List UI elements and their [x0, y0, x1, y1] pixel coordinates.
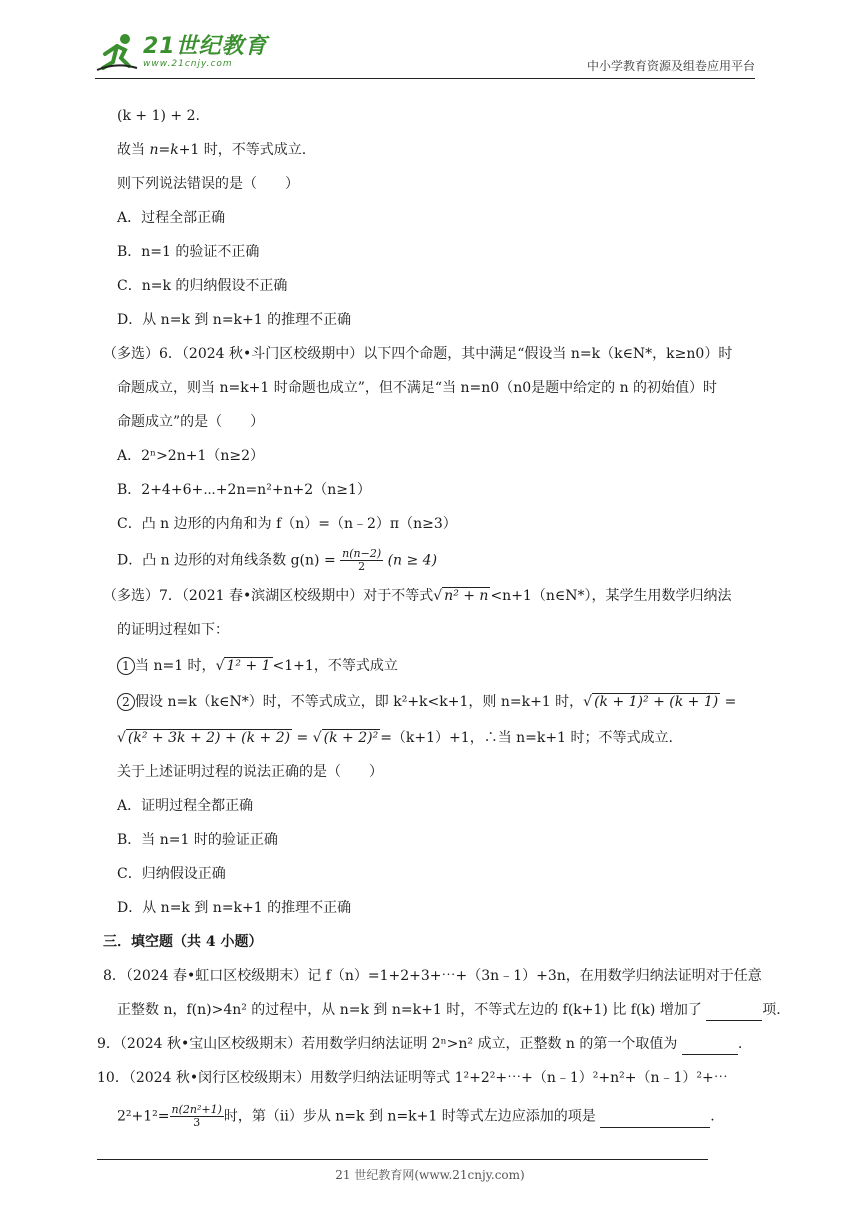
- q10-line1: 10．（2024 秋•闵行区校级期末）用数学归纳法证明等式 1²+2²+⋯+（n﹣1）²+n²+（n﹣1）²+⋯: [97, 1070, 728, 1086]
- platform-name: 中小学教育资源及组卷应用平台: [586, 59, 755, 73]
- q5-var-n: n: [149, 142, 159, 158]
- q5-stem: 则下列说法错误的是（ ）: [117, 176, 299, 192]
- q6-option-b[interactable]: B．2+4+6+⋯+2n=n²+n+2（n≥1）: [117, 482, 371, 498]
- q5-var-k: k: [170, 142, 179, 158]
- q6-option-a[interactable]: A．2ⁿ>2n+1（n≥2）: [117, 448, 265, 464]
- q7-stem-line2: 的证明过程如下：: [117, 622, 229, 638]
- q10-line2: [117, 1104, 715, 1129]
- q10-fraction: [170, 1104, 224, 1129]
- q6-option-d-text: D．凸 n 边形的对角线条数 g(n) =: [117, 552, 336, 569]
- q7-option-c[interactable]: C．归纳假设正确: [117, 866, 226, 882]
- q6-stem-line1: （多选）6．（2024 秋•斗门区校级期中）以下四个命题，其中满足“假设当 n=k（k∈N*，k≥n0）时: [103, 346, 733, 362]
- q8-answer-blank[interactable]: [706, 1000, 762, 1021]
- q10-line2-text: 时，第（ii）步从 n=k 到 n=k+1 时等式左边应添加的项是: [223, 1108, 596, 1125]
- logo-title: 21世纪教育: [143, 34, 268, 59]
- q7-step2-eq: =: [724, 694, 737, 710]
- q7-sqrt-expr: n² + n: [444, 588, 489, 604]
- q7-step2-sqrt: (k + 1)² + (k + 1): [594, 694, 719, 710]
- q7-option-a[interactable]: A．证明过程全都正确: [117, 798, 254, 814]
- q9-line1-end: .: [737, 1036, 743, 1052]
- q6-stem-line3: 命题成立”的是（ ）: [117, 414, 265, 430]
- fraction-denominator: 2: [358, 560, 366, 573]
- q8-line1: 8．（2024 春•虹口区校级期末）记 f（n）=1+2+3+⋯+（3n﹣1）+3n，在用数学归纳法证明对于任意: [103, 968, 762, 984]
- q7-step1: [117, 656, 398, 676]
- q6-stem-line2: 命题成立，则当 n=k+1 时命题也成立”，但不满足“当 n=n0（n0是题中给定的 n 的初始值）时: [117, 380, 718, 396]
- sqrt-sign-icon: √: [215, 658, 225, 674]
- q5-tail: (k + 1) + 2.: [117, 108, 200, 124]
- circled-two-icon: 2: [117, 693, 135, 711]
- site-logo[interactable]: [95, 32, 268, 72]
- q7-option-d[interactable]: D．从 n=k 到 n=k+1 的推理不正确: [117, 900, 352, 916]
- q5-conclusion-text: 故当: [117, 142, 145, 158]
- q10-answer-blank[interactable]: [600, 1107, 710, 1128]
- q7-step3-sqrt2: (k + 2)²: [323, 730, 379, 746]
- q6-option-d-condition: (n ≥ 4): [387, 552, 438, 569]
- q6-option-d-fraction: [340, 548, 383, 573]
- q7-step2-text: 假设 n=k（k∈N*）时，不等式成立，即 k²+k<k+1，则 n=k+1 时，: [135, 694, 584, 710]
- q7-stem: 关于上述证明过程的说法正确的是（ ）: [117, 764, 383, 780]
- q6-option-c[interactable]: C．凸 n 边形的内角和为 f（n）=（n﹣2）π（n≥3）: [117, 516, 457, 532]
- footer-divider: [97, 1159, 708, 1160]
- q5-conclusion-end: +1 时，不等式成立.: [178, 142, 307, 158]
- q7-step2-cont: [117, 728, 673, 748]
- q7-step1-end: <1+1，不等式成立: [272, 658, 398, 674]
- q5-option-d[interactable]: D．从 n=k 到 n=k+1 的推理不正确: [117, 312, 352, 328]
- q7-step3-end: =（k+1）+1，∴当 n=k+1 时；不等式成立.: [380, 730, 673, 746]
- q7-step3-sqrt1: (k² + 3k + 2) + (k + 2): [127, 730, 291, 746]
- q7-step1-sqrt: 1² + 1: [226, 658, 271, 674]
- q8-line2-text: 正整数 n，f(n)>4n² 的过程中，从 n=k 到 n=k+1 时，不等式左边的 f(k+1) 比 f(k) 增加了: [117, 1002, 702, 1018]
- q5-eq: =: [158, 142, 171, 158]
- q8-line2: [117, 1000, 781, 1021]
- sqrt-sign-icon: √: [583, 694, 593, 710]
- q7-step3-eq: =: [296, 730, 309, 746]
- circled-one-icon: 1: [117, 657, 135, 675]
- sqrt-sign-icon: √: [433, 588, 443, 604]
- fraction-denominator: 3: [193, 1116, 201, 1129]
- q5-option-c[interactable]: C．n=k 的归纳假设不正确: [117, 278, 288, 294]
- q7-stem-text: （多选）7．（2021 春•滨湖区校级期中）对于不等式: [103, 588, 434, 604]
- logo-url: www.21cnjy.com: [143, 59, 233, 69]
- q8-line2-end: 项.: [762, 1002, 781, 1018]
- q7-step2: [117, 692, 736, 712]
- q7-step1-text: 当 n=1 时，: [135, 658, 216, 674]
- q5-conclusion: [117, 140, 306, 160]
- q6-option-d[interactable]: [117, 548, 437, 573]
- fraction-numerator: n(n−2): [342, 547, 382, 560]
- fraction-numerator: n(2n²+1): [171, 1103, 222, 1116]
- section-title: 三．填空题（共 4 小题）: [103, 934, 263, 950]
- sqrt-sign-icon: √: [117, 730, 126, 746]
- page-footer[interactable]: 21 世纪教育网(www.21cnjy.com): [335, 1168, 525, 1182]
- page-header: [95, 30, 755, 79]
- q7-stem-text-end: <n+1（n∈N*），某学生用数学归纳法: [490, 588, 732, 604]
- q9-line1-text: 9．（2024 秋•宝山区校级期末）若用数学归纳法证明 2ⁿ>n² 成立，正整数 n 的第一个取值为: [97, 1036, 678, 1052]
- q9-line1: [97, 1034, 742, 1055]
- q5-option-a[interactable]: A．过程全部正确: [117, 210, 226, 226]
- q5-option-b[interactable]: B．n=1 的验证不正确: [117, 244, 260, 260]
- q10-line2-start: 2²+1²=: [117, 1108, 170, 1125]
- runner-logo-icon: [95, 32, 139, 72]
- q9-answer-blank[interactable]: [682, 1034, 738, 1055]
- q7-option-b[interactable]: B．当 n=1 时的验证正确: [117, 832, 278, 848]
- q10-line2-end: .: [710, 1108, 715, 1125]
- q7-stem-line1: [103, 586, 731, 606]
- sqrt-sign-icon: √: [312, 730, 322, 746]
